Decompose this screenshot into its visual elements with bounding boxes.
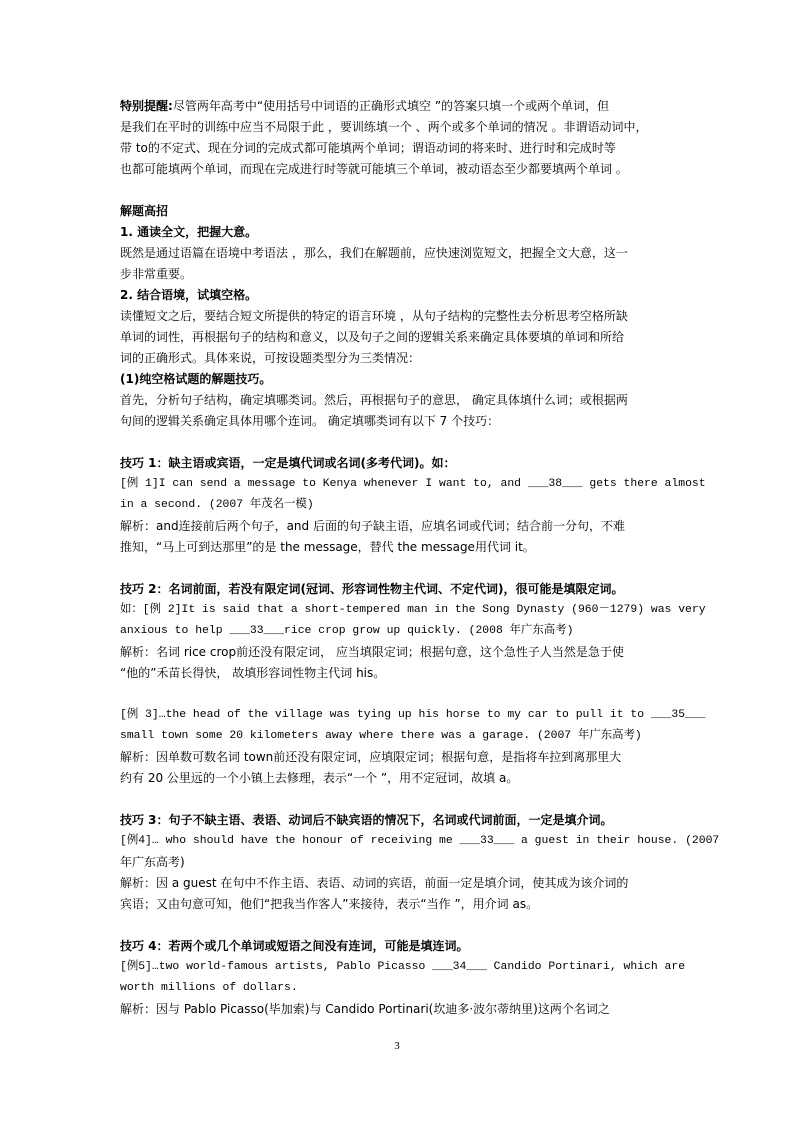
sub-heading: (1)纯空格试题的解题技巧。 xyxy=(120,372,272,386)
example-line: anxious to help ___33___rice crop grow up quickly. (2008 年广东高考) xyxy=(120,625,574,637)
analysis-line: 解析：and连接前后两个句子，and 后面的句子缺主语，应填名词或代词；结合前一分句，不难 xyxy=(120,519,625,533)
example-line: [例4]… who should have the honour of receiving me ___33___ a guest in their house. (2007 xyxy=(120,835,720,847)
notice-label: 特别提醒: xyxy=(120,99,173,113)
skill-block xyxy=(120,453,720,558)
skill-block xyxy=(120,810,720,915)
notice-line: 是我们在平时的训练中应当不局限于此 ，要训练填一个 、两个或多个单词的情况 。非谓语动词中， xyxy=(120,120,648,134)
example-line: 年广东高考) xyxy=(120,855,185,869)
example-line: small town some 20 kilometers away where there was a garage. (2007 年广东高考) xyxy=(120,730,642,742)
paragraph-line: 步非常重要。 xyxy=(120,267,193,281)
page-number: 3 xyxy=(394,1040,400,1052)
paragraph-line: 既然是通过语篇在语境中考语法 ，那么，我们在解题前，应快速浏览短文，把握全文大意，这一 xyxy=(120,246,628,260)
skill-heading: 技巧 1：缺主语或宾语，一定是填代词或名词(多考代词)。如： xyxy=(120,456,456,470)
analysis-line: 推知，“马上可到达那里”的是 the message，替代 the message用代词 it。 xyxy=(120,540,535,554)
analysis-line: 解析：因与 Pablo Picasso(毕加索)与 Candido Portinari(坎迪多·波尔蒂纳里)这两个名词之 xyxy=(120,1002,610,1016)
example-line: [例 3]…the head of the village was tying up his horse to my car to pull it to ___35___ xyxy=(120,709,706,721)
analysis-line: 约有 20 公里远的一个小镇上去修理，表示“一个 ”，用不定冠词，故填 a。 xyxy=(120,771,519,785)
notice-line: 带 to的不定式、现在分词的完成式都可能填两个单词；谓语动词的将来时、进行时和完成时等 xyxy=(120,141,616,155)
analysis-line: 解析：因 a guest 在句中不作主语、表语、动词的宾语，前面一定是填介词，使其成为该介词的 xyxy=(120,876,629,890)
analysis-line: 解析：因单数可数名词 town前还没有限定词，应填限定词；根据句意，是指将车拉到离那里大 xyxy=(120,750,622,764)
analysis-line: 解析：名词 rice crop前还没有限定词， 应当填限定词；根据句意，这个急性子人当然是急于使 xyxy=(120,645,624,659)
notice-line: 特别提醒:尽管两年高考中“使用括号中词语的正确形式填空 ”的答案只填一个或两个单词，但 xyxy=(120,99,610,113)
skill-heading: 技巧 4：若两个或几个单词或短语之间没有连词，可能是填连词。 xyxy=(120,939,469,953)
example-line: [例 1]I can send a message to Kenya whenever I want to, and ___38___ gets there almost xyxy=(120,478,706,490)
notice-line: 也都可能填两个单词，而现在完成进行时等就可能填三个单词，被动语态至少都要填两个单词 。 xyxy=(120,162,628,176)
example-line: in a second. (2007 年茂名一模) xyxy=(120,499,314,511)
paragraph-line: 单词的词性，再根据句子的结构和意义，以及句子之间的逻辑关系来确定具体要填的单词和所给 xyxy=(120,330,625,344)
example-line: worth millions of dollars. xyxy=(120,982,298,994)
skill-heading: 技巧 2：名词前面，若没有限定词(冠词、形容词性物主代词、不定代词)，很可能是填限定词。 xyxy=(120,582,624,596)
section-title: 解题高招 xyxy=(120,204,169,218)
skill-block xyxy=(120,579,720,684)
skill-heading: 技巧 3：句子不缺主语、表语、动词后不缺宾语的情况下，名词或代词前面，一定是填介词。 xyxy=(120,813,613,827)
page-content xyxy=(120,96,720,1020)
paragraph-line: 句间的逻辑关系确定具体用哪个连词。 确定填哪类词有以下 7 个技巧： xyxy=(120,414,500,428)
example-line: [例5]…two world-famous artists, Pablo Picasso ___34___ Candido Portinari, which are xyxy=(120,961,686,973)
example-block xyxy=(120,705,720,789)
step-heading: 2. 结合语境，试填空格。 xyxy=(120,288,258,302)
paragraph-line: 读懂短文之后，要结合短文所提供的特定的语言环境 ，从句子结构的完整性去分析思考空格所缺 xyxy=(120,309,628,323)
analysis-line: 宾语；又由句意可知，他们“把我当作客人”来接待，表示“当作 ”，用介词 as。 xyxy=(120,897,539,911)
skill-block xyxy=(120,936,720,1020)
example-line: 如：[例 2]It is said that a short-tempered man in the Song Dynasty (960－1279) was very xyxy=(120,604,706,616)
notice-paragraph xyxy=(120,96,720,180)
paragraph-line: 首先，分析句子结构，确定填哪类词。然后，再根据句子的意思， 确定具体填什么词；或根据两 xyxy=(120,393,628,407)
analysis-line: “他的”禾苗长得快， 故填形容词性物主代词 his。 xyxy=(120,666,386,680)
paragraph-line: 词的正确形式。具体来说，可按设题类型分为三类情况： xyxy=(120,351,421,365)
step-heading: 1. 通读全文，把握大意。 xyxy=(120,225,258,239)
